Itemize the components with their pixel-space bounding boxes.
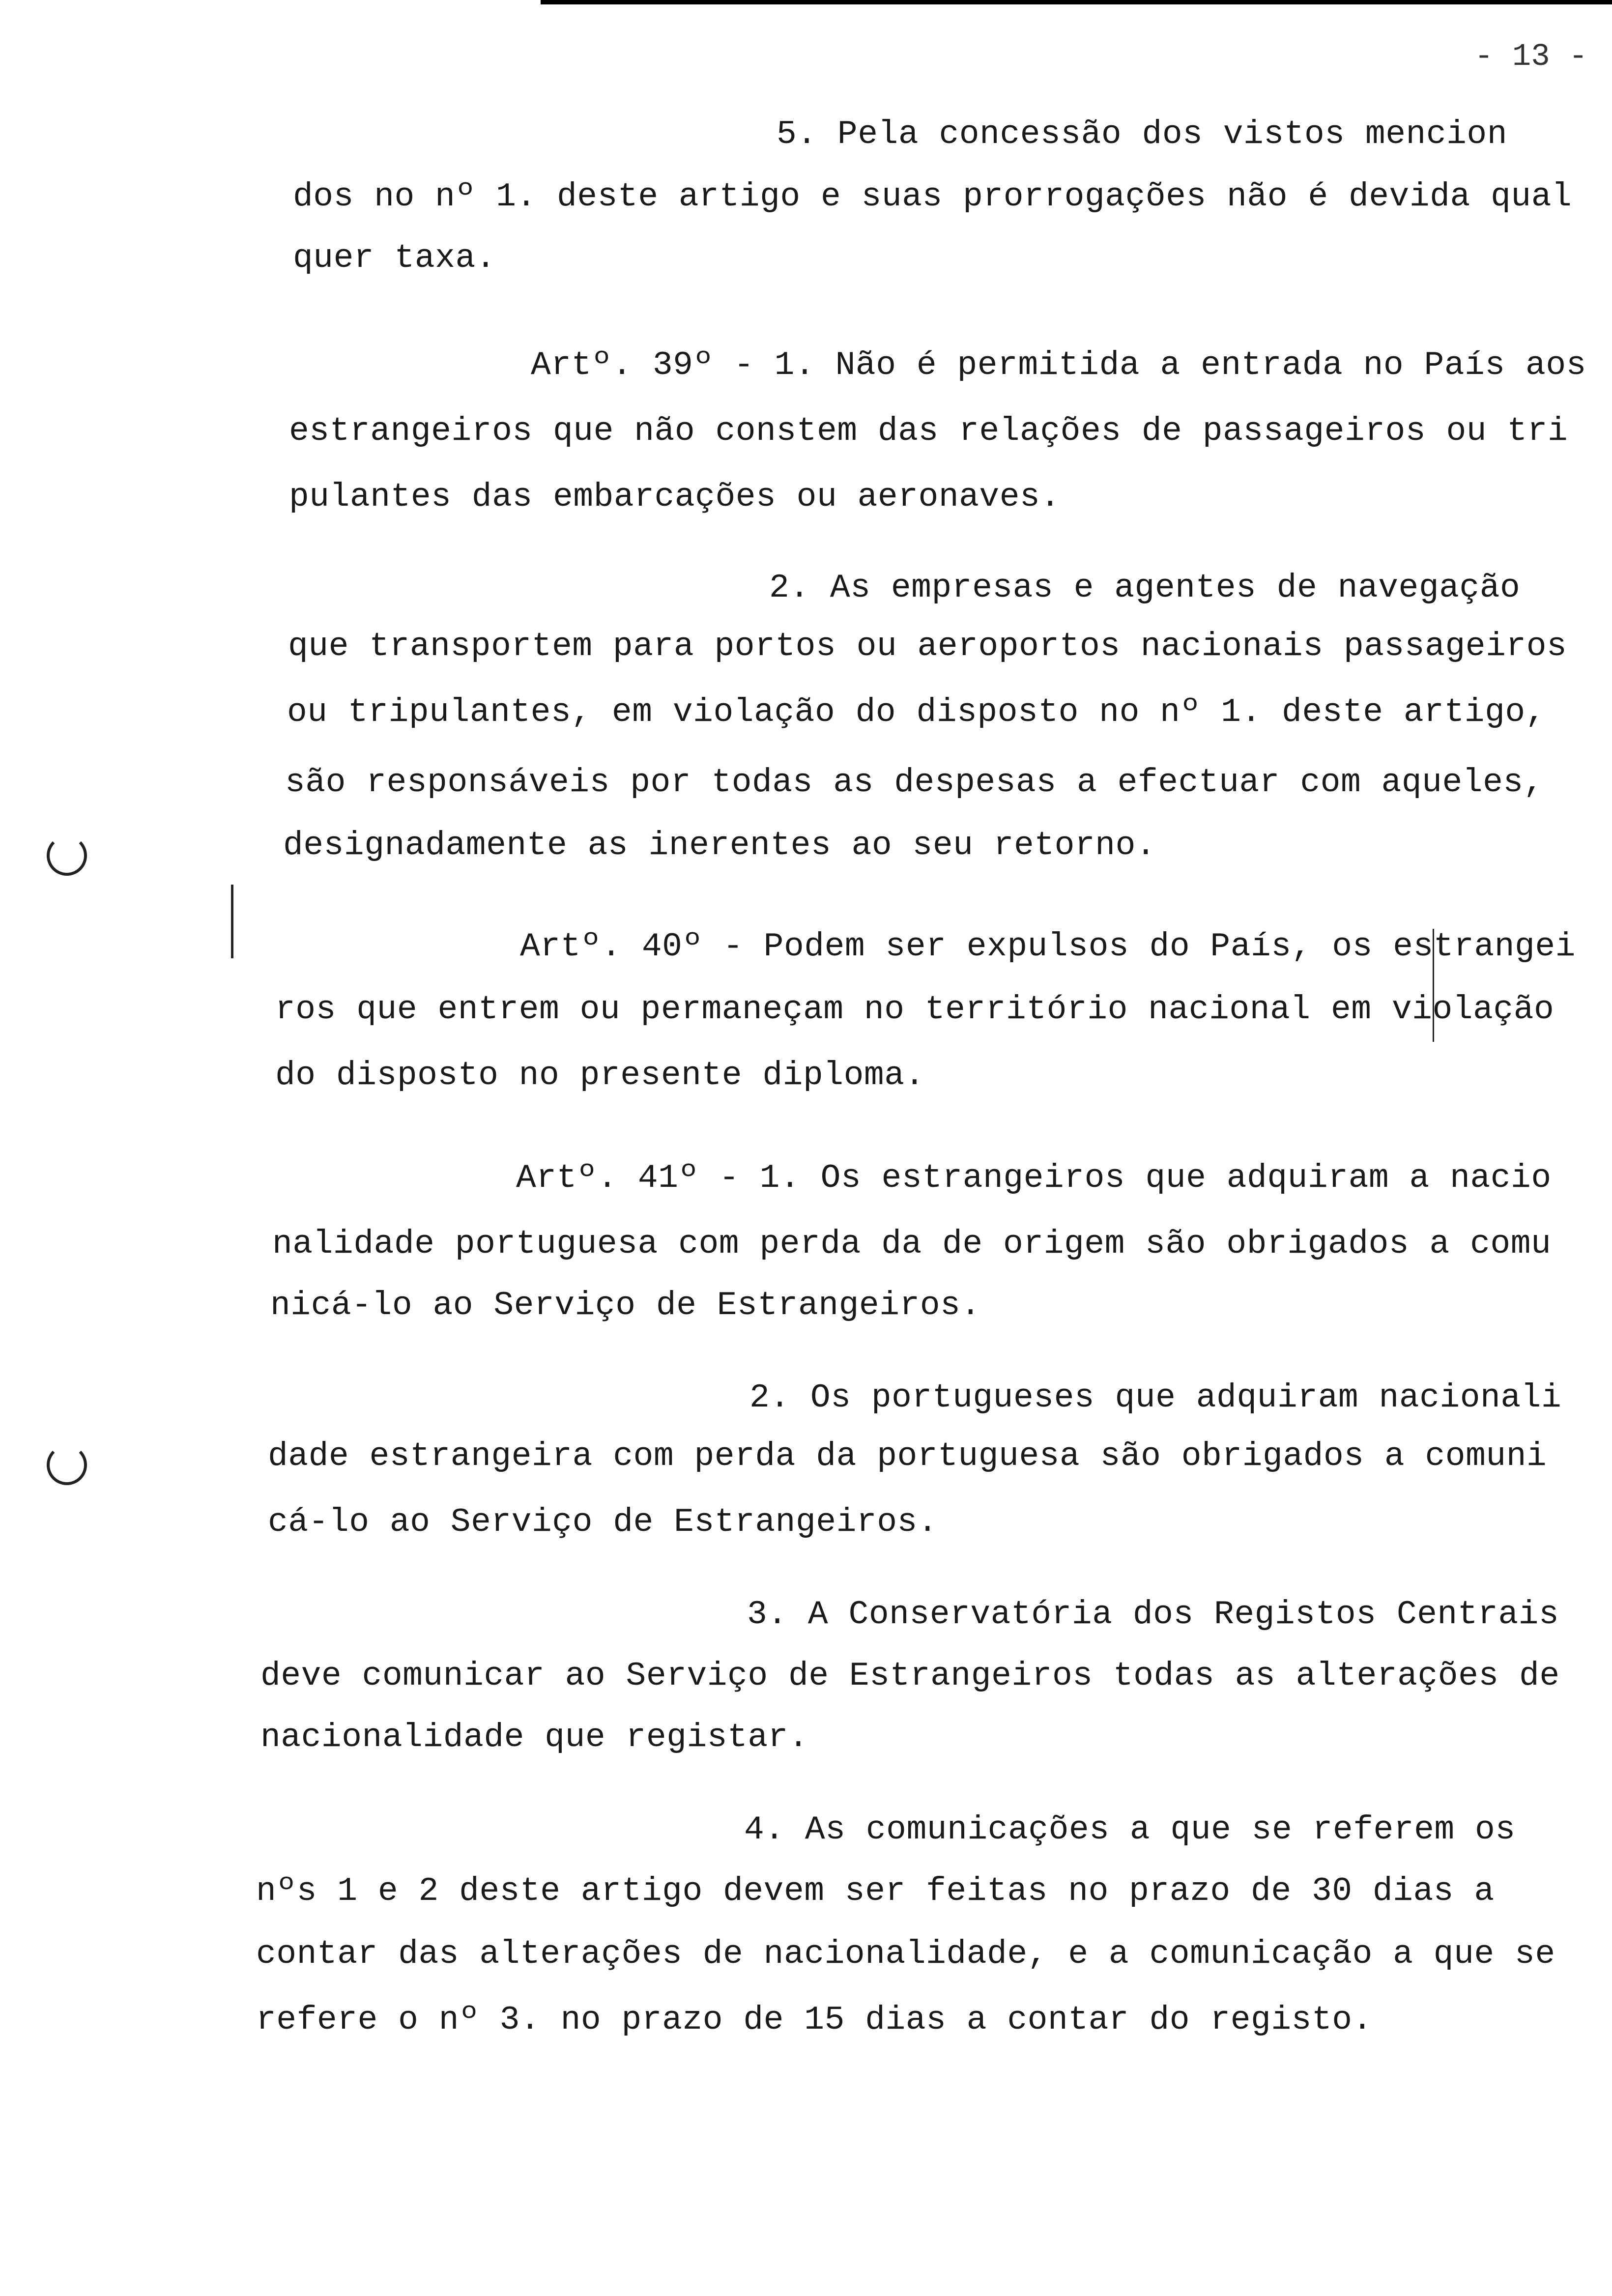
text-line: 5. Pela concessão dos vistos mencion [777,115,1508,153]
text-line: designadamente as inerentes ao seu retorno. [283,827,1156,864]
text-line: estrangeiros que não constem das relações de passageiros ou tri [289,412,1568,450]
text-line: do disposto no presente diploma. [275,1057,925,1094]
text-line: cá-lo ao Serviço de Estrangeiros. [268,1503,938,1541]
text-line: contar das alterações de nacionalidade, e a comunicação a que se [256,1935,1555,1973]
punch-hole-mark [47,835,87,876]
text-line: são responsáveis por todas as despesas a efectuar com aqueles, [285,764,1544,802]
article-41-heading: Artº. 41º - 1. Os estrangeiros que adquiram a nacio [516,1159,1552,1197]
text-line: ou tripulantes, em violação do disposto no nº 1. deste artigo, [287,693,1546,731]
page-number: - 13 - [1474,39,1588,75]
text-line: deve comunicar ao Serviço de Estrangeiros todas as alterações de [260,1657,1560,1695]
text-line: pulantes das embarcações ou aeronaves. [289,478,1061,516]
text-line: quer taxa. [293,239,496,277]
text-line: 3. A Conservatória dos Registos Centrais [747,1596,1559,1634]
text-line: 2. Os portugueses que adquiram nacionali [749,1379,1562,1417]
article-40-heading: Artº. 40º - Podem ser expulsos do País, os estrangei [520,928,1576,966]
punch-hole-mark [47,1445,87,1485]
text-line: 2. As empresas e agentes de navegação [769,569,1521,607]
text-line: 4. As comunicações a que se referem os [744,1811,1516,1849]
scan-top-edge [541,0,1612,4]
text-line: nalidade portuguesa com perda da de origem são obrigados a comu [272,1225,1552,1263]
text-line: nºs 1 e 2 deste artigo devem ser feitas no prazo de 30 dias a [256,1872,1495,1910]
margin-line-mark [231,885,233,958]
text-line: nicá-lo ao Serviço de Estrangeiros. [270,1287,981,1324]
text-line: nacionalidade que registar. [260,1719,809,1756]
article-39-heading: Artº. 39º - 1. Não é permitida a entrada no País aos [531,346,1586,384]
text-line: refere o nº 3. no prazo de 15 dias a contar do registo. [256,2001,1373,2039]
text-line: que transportem para portos ou aeroportos nacionais passageiros [288,628,1567,665]
text-line: dade estrangeira com perda da portuguesa são obrigados a comuni [268,1437,1547,1475]
text-line: dos no nº 1. deste artigo e suas prorrogações não é devida qual [293,178,1572,216]
text-line: ros que entrem ou permaneçam no território nacional em violação [275,991,1554,1029]
